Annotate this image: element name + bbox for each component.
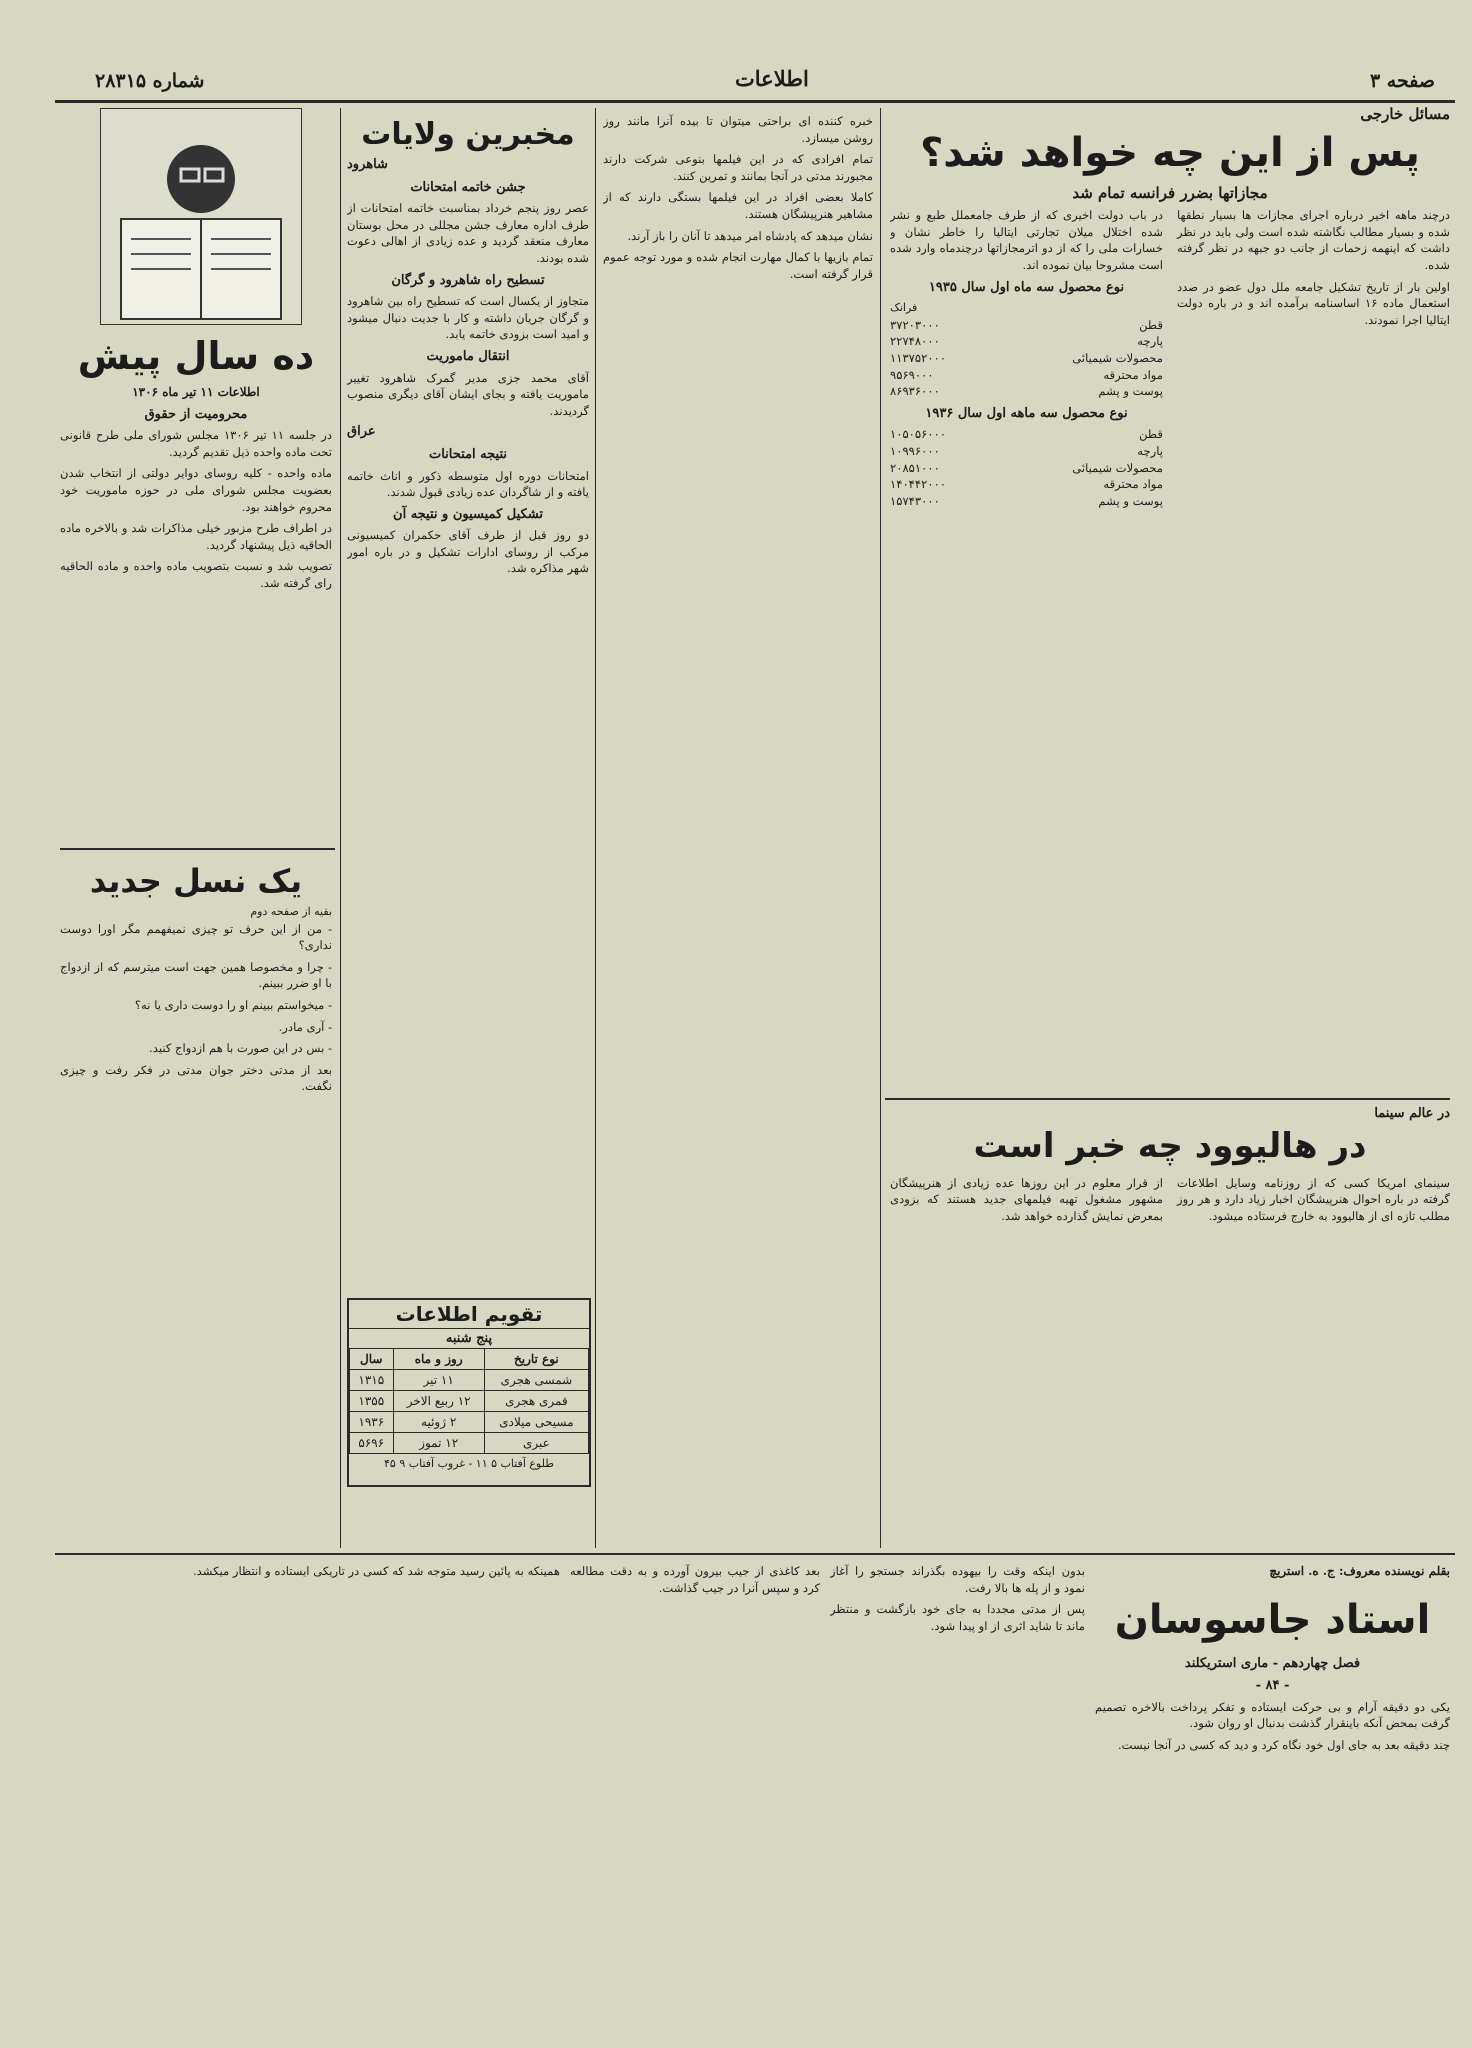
new-generation-story [60, 858, 332, 1548]
masthead-rule [55, 100, 1455, 103]
installment-number: - ۸۴ - [1255, 1678, 1290, 1694]
table-row: مسیحی میلادی ۲ ژوئیه ۱۹۳۶ [350, 1412, 589, 1433]
film-article [603, 113, 873, 1543]
paragraph: در اطراف طرح مزبور خیلی مذاکرات شد و بالاخره ماده الحاقیه ذیل پیشنهاد گردید. [60, 521, 332, 552]
table-row: عبری ۱۲ تموز ۵۶۹۶ [350, 1433, 589, 1454]
paragraph: - چرا و مخصوصا همین جهت است میترسم که از ازدواج با او ضرر ببینم. [60, 959, 332, 991]
paragraph: تمام بازیها با کمال مهارت انجام شده و مورد توجه عموم قرار گرفته است. [603, 250, 873, 281]
continued-note: بقیه از صفحه دوم [250, 905, 332, 918]
serial-heading [1095, 1563, 1450, 2033]
table-1935 [890, 317, 1163, 400]
table-row: پوست و پشم ۸۶۹۳۶۰۰۰ [890, 384, 1163, 399]
paragraph: درچند ماهه اخیر درباره اجرای مجازات ها بسیار نطقها شده و بسیار مطالب نگاشته شده است ولی باید در نظر داشت که اینهمه زحمات از جانب دو جبهه در نظر گرفته شده. [1177, 208, 1450, 272]
paragraph: اولین بار از تاریخ تشکیل جامعه ملل دول عضو در صدد استعمال ماده ۱۶ اساسنامه برآمده اند و در باره دولت ایتالیا اجرا نمودند. [1177, 279, 1450, 327]
calendar-table [349, 1348, 589, 1454]
calendar-box [347, 1298, 591, 1487]
article-subtitle: مجازاتها بضرر فرانسه تمام شد [1072, 183, 1268, 202]
reader-illustration [100, 108, 302, 325]
paragraph: بعد کاغذی از جیب بیرون آورده و به دقت مطالعه کرد و سپس آنرا در جیب گذاشت. [570, 1564, 820, 1595]
section-headline: مخبرین ولایات [361, 117, 575, 152]
masthead [55, 66, 1455, 98]
paragraph: بعد از مدتی دختر جوان مدتی در فکر رفت و چیزی نگفت. [60, 1062, 332, 1094]
dateline: اطلاعات ۱۱ تیر ماه ۱۳۰۶ [132, 385, 260, 399]
newspaper-page [55, 58, 1455, 2043]
paragraph: - من از این حرف تو چیزی نمیفهمم مگر اورا دوست نداری؟ [60, 921, 332, 953]
unit-label: فرانک [890, 301, 918, 315]
table-title-1935: نوع محصول سه ماه اول سال ۱۹۳۵ [928, 279, 1125, 295]
paragraph: از قرار معلوم در این روزها عده زیادی از هنرپیشگان مشهور مشغول تهیه فیلمهای جدید هستند که بزودی بمعرض نمایش گذارده خواهد شد. [890, 1175, 1163, 1223]
paragraph: امتحانات دوره اول متوسطه ذکور و اناث خاتمه یافته و از شاگردان عده زیادی قبول شدند. [347, 468, 589, 500]
paragraph: در جلسه ۱۱ تیر ۱۳۰۶ مجلس شورای ملی طرح قانونی تحت ماده واحده ذیل تقدیم گردید. [60, 428, 332, 459]
table-row: پارچه ۱۰۹۹۶۰۰۰ [890, 443, 1163, 458]
subhead: انتقال ماموریت [426, 348, 510, 364]
paragraph: سینمای امریکا کسی که از روزنامه وسایل اطلاعات گرفته در باره احوال هنرپیشگان اخبار زیاد دارد و هر روز مطلب تازه ای از هالیوود به خارج فرستاده میشود. [1177, 1175, 1450, 1223]
table-row: مواد محترقه ۹۵۶۹۰۰۰ [890, 367, 1163, 382]
table-row: قمری هجری ۱۲ ربیع الاخر ۱۳۵۵ [350, 1391, 589, 1412]
paragraph: یکی دو دقیقه آرام و بی حرکت ایستاده و تفکر پرداخت بالاخره تصمیم گرفت بمحض آنکه باینقرار گذشت بدنبال او روان شود. [1095, 1699, 1450, 1731]
table-row: شمسی هجری ۱۱ تیر ۱۳۱۵ [350, 1370, 589, 1391]
table-row: محصولات شیمیائی ۱۱۳۷۵۲۰۰۰ [890, 350, 1163, 365]
serial-column [570, 1563, 820, 2033]
sun-times: طلوع آفتاب ۵ ۱۱ - غروب آفتاب ۹ ۴۵ [383, 1457, 555, 1470]
paragraph: تصویب شد و نسبت بتصویب ماده واحده و ماده الحاقیه رای گرفته شد. [60, 559, 332, 590]
table-1936 [890, 426, 1163, 509]
table-row: قطن ۳۷۲۰۳۰۰۰ [890, 317, 1163, 332]
table-title-1936: نوع محصول سه ماهه اول سال ۱۹۳۶ [925, 405, 1128, 421]
paragraph: همینکه به پائین رسید متوجه شد که کسی در تاریکی ایستاده و انتظار میکشد. [192, 1564, 560, 1578]
paragraph: در باب دولت اخیری که از طرف جامعملل طبع و نشر شده اختلال میلان تجارتی ایتالیا را خاطر نشان و خسارات ملی را که از دو اترمجازاتها درچندماه وارد شده است مشروحا بیان نموده اند. [890, 208, 1163, 272]
table-row: پوست و پشم ۱۵۷۴۳۰۰۰ [890, 493, 1163, 508]
decade-ago-column [60, 328, 332, 858]
paragraph: بدون اینکه وقت را بیهوده بگذراند جستجو را آغاز نمود و از پله ها بالا رفت. [830, 1564, 1085, 1595]
subhead: نتیجه امتحانات [428, 446, 508, 462]
paragraph: - آری مادر. [278, 1019, 332, 1034]
paragraph: چند دقیقه بعد به جای اول خود نگاه کرد و دید که کسی در آنجا نیست. [1117, 1737, 1450, 1752]
subhead: جشن خاتمه امتحانات [410, 179, 526, 195]
issue-number: شماره ۲۸۳۱۵ [95, 70, 205, 92]
chapter-label: فصل چهاردهم - ماری استریکلند [1184, 1655, 1361, 1671]
paragraph: کاملا بعضی افراد در این فیلمها بستگی دارند که از مشاهیر هنرپیشگان هستند. [603, 190, 873, 221]
table-row: محصولات شیمیائی ۲۰۸۵۱۰۰۰ [890, 460, 1163, 475]
paragraph: ماده واحده - کلیه روسای دوایر دولتی از انتخاب شدن بعضویت مجلس شورای ملی در حوزه ماموریت خود محروم خواهند بود. [60, 466, 332, 514]
table-header-row: نوع تاریخ روز و ماه سال [350, 1349, 589, 1370]
section-label: مسائل خارجی [1360, 106, 1450, 123]
serial-column [830, 1563, 1085, 2033]
section-rule [885, 1098, 1450, 1100]
paragraph: - میخواستم ببینم او را دوست داری یا نه؟ [134, 997, 332, 1012]
paragraph: - بس در این صورت با هم ازدواج کنید. [149, 1041, 332, 1056]
paragraph: عصر روز پنجم خرداد بمناسبت خاتمه امتحانات از طرف اداره معارف جشن مجللی در محل بوستان معارف منعقد گردید و عده زیادی از اهالی دعوت شده بودند. [347, 201, 589, 265]
section-rule [60, 848, 335, 850]
provinces-article [347, 113, 589, 1293]
article-headline: در هالیوود چه خبر است [973, 1125, 1367, 1166]
section-headline: یک نسل جدید [89, 862, 303, 900]
paragraph: آقای محمد جزی مدیر گمرک شاهرود تغییر ماموریت یافته و بجای ایشان آقای دیگری منصوب گردیدند. [347, 370, 589, 418]
column-rule [595, 108, 596, 1548]
section-rule [55, 1553, 1455, 1555]
subhead: محرومیت از حقوق [144, 406, 248, 422]
paragraph: تمام افرادی که در این فیلمها بنوعی شرکت دارند مجبورند مدتی در آنجا بمانند و تمرین کنند. [603, 152, 873, 183]
column-rule [340, 108, 341, 1548]
subhead: تسطیح راه شاهرود و گرگان [391, 272, 545, 288]
paragraph: خبره کننده ای براحتی میتوان تا بیده آنرا مانند روز روشن میسازد. [603, 114, 873, 145]
cinema-article [890, 1106, 1450, 1546]
paragraph: دو روز قبل از طرف آقای حکمران کمیسیونی مرکب از روسای ادارات تشکیل و در باره امور شهر مذاکره شد. [347, 528, 589, 576]
section-label: در عالم سینما [1374, 1106, 1450, 1121]
table-row: قطن ۱۰۵۰۵۶۰۰۰ [890, 427, 1163, 442]
paper-name: اطلاعات [735, 66, 809, 91]
calendar-weekday: پنج شنبه [445, 1331, 493, 1346]
paragraph: پس از مدتی مجددا به جای خود بازگشت و منتظر ماند تا شاید اثری از او پیدا شود. [830, 1602, 1085, 1633]
subhead: تشکیل کمیسیون و نتیجه آن [393, 506, 543, 522]
foreign-affairs-article [890, 106, 1450, 1156]
section-headline: ده سال پیش [77, 334, 315, 378]
serial-column [60, 1563, 560, 2033]
city-label: شاهرود [347, 157, 388, 172]
paragraph: متجاوز از یکسال است که تسطیح راه بین شاهرود و گرگان جریان داشته و کار با جدیت دنبال میشود و امید است بزودی خاتمه یابد. [347, 294, 589, 342]
table-row: پارچه ۲۲۷۴۸۰۰۰ [890, 334, 1163, 349]
serial-title: استاد جاسوسان [1114, 1596, 1431, 1643]
author-line: بقلم نویسنده معروف: ج. ه. استریچ [1269, 1564, 1450, 1578]
calendar-title: تقویم اطلاعات [349, 1300, 589, 1329]
paragraph: نشان میدهد که پادشاه امر میدهد تا آنان را باز آرند. [627, 228, 873, 243]
page-label: صفحه ۳ [1369, 70, 1435, 92]
newspaper-reader-icon [101, 109, 301, 324]
table-row: مواد محترقه ۱۴۰۴۴۲۰۰۰ [890, 477, 1163, 492]
city-label: عراق [347, 424, 376, 440]
column-rule [880, 108, 881, 1548]
article-headline: پس از این چه خواهد شد؟ [920, 129, 1420, 176]
